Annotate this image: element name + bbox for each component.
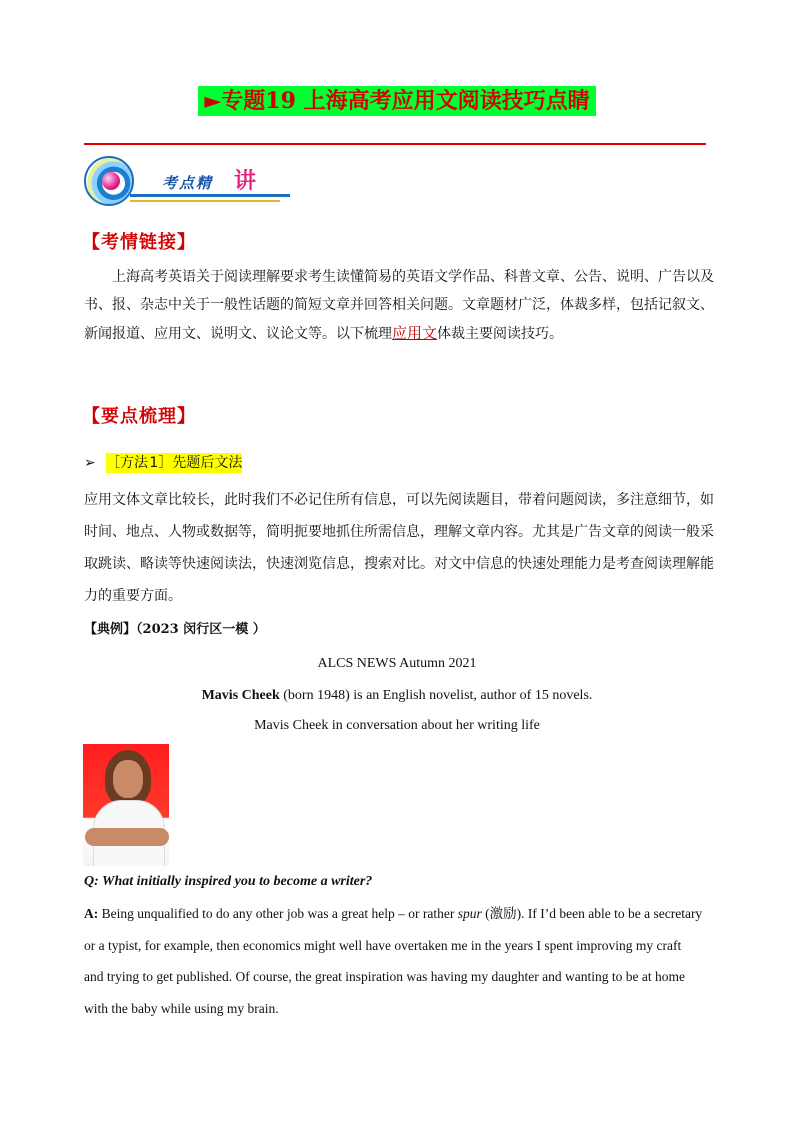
example-year: 2023 [142, 622, 179, 637]
author-bio: (born 1948) is an English novelist, author of 15 novels. [279, 688, 593, 703]
interview-answer [84, 898, 704, 1024]
badge-ball-icon [102, 172, 120, 190]
title-divider [84, 143, 706, 145]
exam-link-text: 上海高考英语关于阅读理解要求考生读懂简易的英语文学作品、科普文章、公告、说明、广告以及书、报、杂志中关于一般性话题的简短文章并回答相关问题。文章题材广泛，体裁多样，包括记叙文、新闻报道、应用文、说明文、议论文等。以下梳理 [84, 269, 714, 342]
arrow-bullet-icon: ➢ [84, 455, 96, 471]
newsletter-title: ALCS NEWS Autumn 2021 [317, 656, 477, 671]
answer-label: A: [84, 906, 99, 921]
photo-face [113, 760, 143, 798]
author-name: Mavis Cheek [201, 688, 280, 703]
answer-text: Being unqualified to do any other job was a great help – or rather [98, 906, 458, 921]
method-title: 先题后文法 [172, 455, 243, 471]
example-label [84, 618, 266, 637]
method-heading [84, 450, 242, 476]
photo-arms [85, 828, 169, 846]
method-label-text: ［方法 [106, 455, 148, 471]
interview-question: Q: What initially inspired you to become a writer? [84, 874, 373, 889]
example-tag: 【典例】 [84, 622, 137, 637]
method-label [106, 453, 242, 473]
title-wrap [0, 86, 794, 116]
interview-subtitle: Mavis Cheek in conversation about her writing life [254, 718, 540, 733]
applied-text-link[interactable]: 应用文 [392, 324, 438, 342]
exam-link-text-end: 体裁主要阅读技巧。 [437, 326, 564, 342]
answer-italic-word: spur [457, 906, 482, 921]
author-photo [83, 744, 169, 866]
answer-text-end: (激励). If I’d been able to be a secretary or a typist, for example, then economics might well have overtaken me in the years I spent improving my craft and trying to get published. Of course, the great inspiration was having my daughter and wanting to be at home with the baby while using my brain. [84, 906, 703, 1016]
example-paren: （ [136, 622, 143, 637]
section-heading-key-points: 【要点梳理】 [82, 406, 196, 427]
exam-link-paragraph [84, 263, 724, 348]
badge-underline-gold [130, 200, 280, 202]
section-heading-exam-link: 【考情链接】 [82, 232, 196, 253]
badge-text-emphasis: 讲 [234, 168, 257, 194]
method-paragraph: 应用文体文章比较长，此时我们不必记住所有信息，可以先阅读题目，带着问题阅读，多注意细节，如时间、地点、人物或数据等，简明扼要地抓住所需信息，理解文章内容。尤其是广告文章的阅读一般采取跳读、略读等快速阅读法，快速浏览信息，搜索对比。对文中信息的快速处理能力是考查阅读理解能力的重要方面。 [84, 492, 714, 604]
badge-underline-blue [130, 194, 290, 197]
badge-text: 考点精 [162, 174, 214, 192]
section-badge [82, 154, 292, 208]
page-title: ►专题19 上海高考应用文阅读技巧点睛 [198, 86, 595, 116]
author-intro [0, 688, 794, 704]
example-source: 闵行区一模 ） [178, 622, 266, 637]
method-number: 1］ [149, 455, 173, 471]
